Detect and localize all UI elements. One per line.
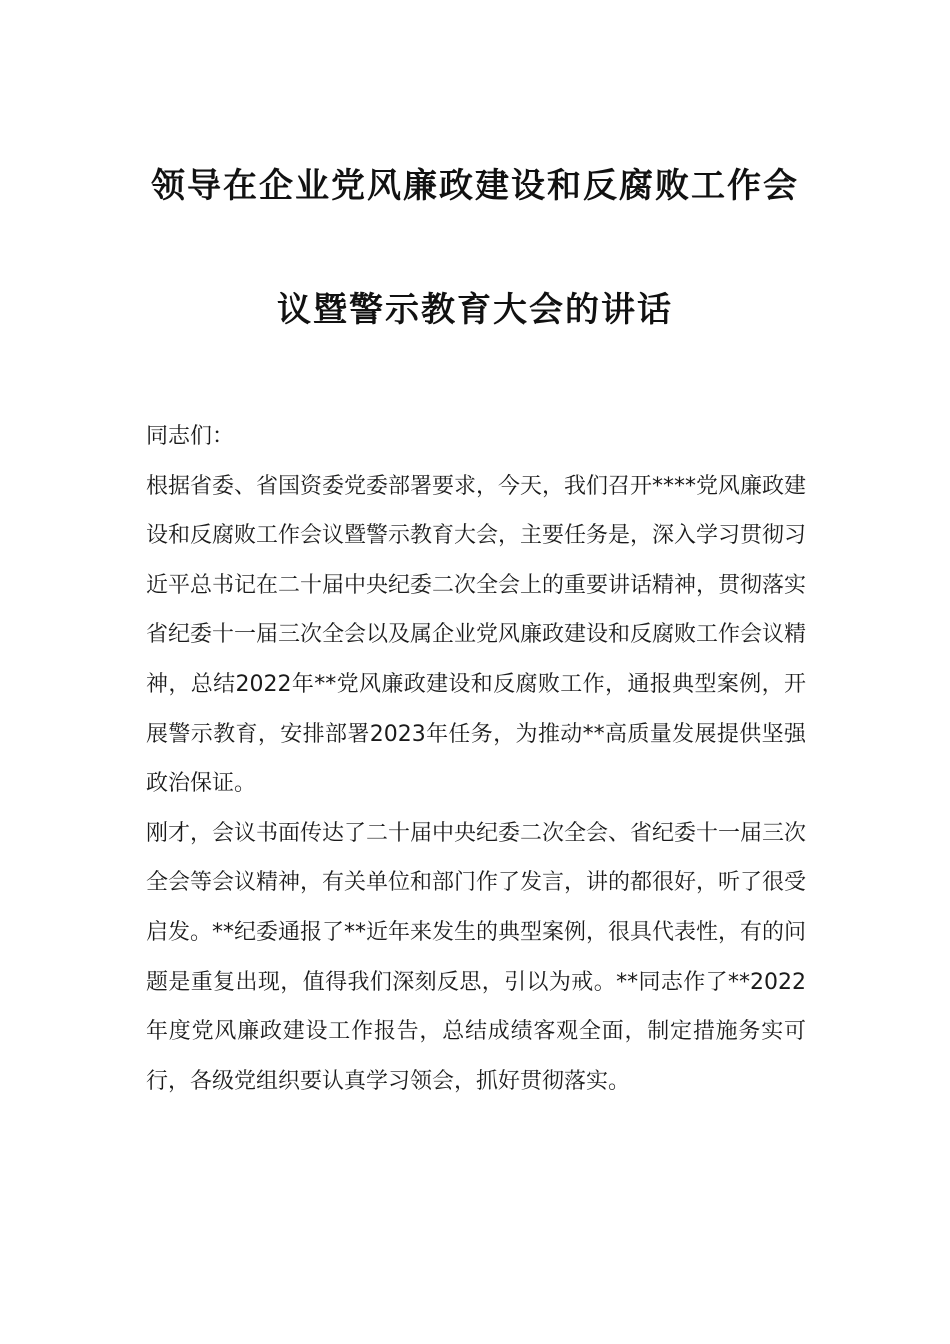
paragraph: 根据省委、省国资委党委部署要求，今天，我们召开****党风廉政建设和反腐败工作会议暨警示教育大会，主要任务是，深入学习贯彻习近平总书记在二十届中央纪委二次全会上的重要讲话精神，贯彻落实省纪委十一届三次全会以及属企业党风廉政建设和反腐败工作会议精神，总结2022年**党风廉政建设和反腐败工作，通报典型案例，开展警示教育，安排部署2023年任务，为推动**高质量发展提供坚强政治保证。 [146,473,807,797]
document-body [146,412,806,1106]
salutation: 同志们： [146,424,235,449]
document-title-line-2: 议暨警示教育大会的讲话 [277,290,673,330]
paragraph: 刚才，会议书面传达了二十届中央纪委二次全会、省纪委十一届三次全会等会议精神，有关单位和部门作了发言，讲的都很好，听了很受启发。**纪委通报了**近年来发生的典型案例，很具代表性，有的问题是重复出现，值得我们深刻反思，引以为戒。**同志作了**2022年度党风廉政建设工作报告，总结成绩客观全面，制定措施务实可行，各级党组织要认真学习领会，抓好贯彻落实。 [146,820,807,1094]
document-title-line-1: 领导在企业党风廉政建设和反腐败工作会 [151,166,799,206]
